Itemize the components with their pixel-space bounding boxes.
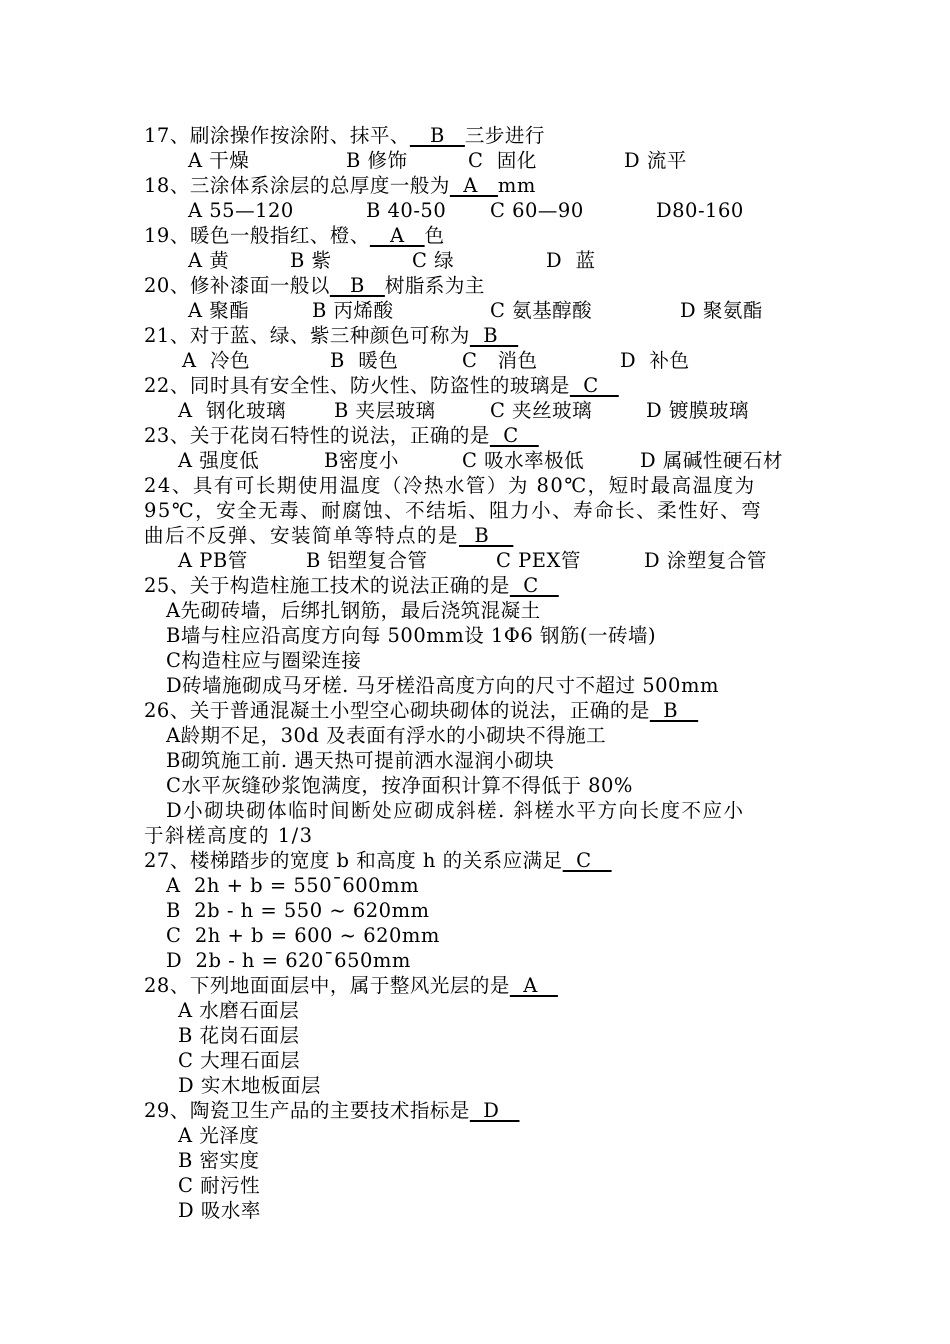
option: D砖墙施砌成马牙槎. 马牙槎沿高度方向的尺寸不超过 500mm — [166, 674, 719, 697]
question-stem: 具有可长期使用温度（冷热水管）为 80℃，短时最高温度为 — [192, 474, 756, 497]
option: D 补色 — [620, 349, 690, 372]
question-29 — [144, 1099, 519, 1123]
question-stem: 三涂体系涂层的总厚度一般为 — [189, 174, 450, 197]
option: B 暖色 — [330, 349, 399, 372]
option: A 聚酯 — [188, 299, 250, 322]
question-18 — [144, 174, 536, 198]
question-stem: 关于构造柱施工技术的说法正确的是 — [189, 574, 510, 597]
answer-blank: B — [459, 524, 514, 547]
question-25 — [144, 574, 559, 598]
answer-blank: A — [449, 174, 498, 197]
option: C 2h + b = 600 ~ 620mm — [166, 924, 440, 947]
question-number: 26、 — [144, 699, 190, 722]
question-26 — [144, 699, 698, 723]
option: C 耐污性 — [178, 1174, 261, 1197]
question-number: 21、 — [144, 324, 190, 347]
option: C 氨基醇酸 — [490, 299, 593, 322]
answer-blank: D — [469, 1099, 520, 1122]
option: C水平灰缝砂浆饱满度，按净面积计算不得低于 80% — [166, 774, 633, 797]
answer-blank: B — [469, 324, 519, 347]
option: A PB管 — [178, 549, 248, 572]
option: B 修饰 — [346, 149, 408, 172]
question-stem: 陶瓷卫生产品的主要技术指标是 — [189, 1099, 470, 1122]
question-24-line-2: 95℃，安全无毒、耐腐蚀、不结垢、阻力小、寿命长、柔性好、弯 — [144, 499, 763, 522]
question-19 — [144, 224, 445, 248]
question-number: 24、 — [144, 474, 193, 497]
question-number: 17、 — [144, 124, 190, 147]
option: B砌筑施工前. 遇天热可提前洒水湿润小砌块 — [166, 749, 555, 772]
option: D 涂塑复合管 — [644, 549, 767, 572]
option: D 实木地板面层 — [178, 1074, 321, 1097]
option: C 绿 — [412, 249, 455, 272]
option: A 水磨石面层 — [178, 999, 300, 1022]
option: A 干燥 — [188, 149, 250, 172]
question-stem: 对于蓝、绿、紫三种颜色可称为 — [189, 324, 470, 347]
question-stem: 楼梯踏步的宽度 b 和高度 h 的关系应满足 — [189, 849, 563, 872]
option: A先砌砖墙，后绑扎钢筋，最后浇筑混凝土 — [166, 599, 541, 622]
question-number: 22、 — [144, 374, 190, 397]
answer-blank: C — [509, 574, 559, 597]
option: C 60—90 — [490, 199, 584, 222]
question-stem: 刷涂操作按涂附、抹平、 — [189, 124, 410, 147]
answer-blank: B — [649, 699, 699, 722]
answer-blank: A — [509, 974, 558, 997]
option: A 钢化玻璃 — [178, 399, 286, 422]
question-24-line-3 — [144, 524, 513, 548]
question-stem: 下列地面面层中，属于整风光层的是 — [189, 974, 510, 997]
question-27 — [144, 849, 612, 873]
question-28 — [144, 974, 558, 998]
question-21 — [144, 324, 518, 348]
option: B 紫 — [290, 249, 332, 272]
option: D 蓝 — [546, 249, 596, 272]
option: D80-160 — [656, 199, 744, 222]
option: A 强度低 — [178, 449, 260, 472]
option: C 吸水率极低 — [462, 449, 585, 472]
option: B 夹层玻璃 — [334, 399, 436, 422]
question-stem: 暖色一般指红、橙、 — [189, 224, 370, 247]
option: A龄期不足，30d 及表面有浮水的小砌块不得施工 — [166, 724, 607, 747]
option-continuation: 于斜槎高度的 1/3 — [144, 824, 314, 847]
option: C 固化 — [468, 149, 537, 172]
option: B 密实度 — [178, 1149, 260, 1172]
option: A 冷色 — [182, 349, 250, 372]
option: D 聚氨酯 — [680, 299, 763, 322]
answer-blank: C — [489, 424, 539, 447]
option: B 2b - h = 550 ~ 620mm — [166, 899, 430, 922]
question-number: 23、 — [144, 424, 190, 447]
answer-blank: B — [329, 274, 385, 297]
question-number: 19、 — [144, 224, 190, 247]
question-stem-after: mm — [497, 174, 536, 197]
question-22 — [144, 374, 619, 398]
option: D小砌块砌体临时间断处应砌成斜槎. 斜槎水平方向长度不应小 — [166, 799, 745, 822]
question-stem-after: 三步进行 — [464, 124, 545, 147]
question-stem: 关于花岗石特性的说法，正确的是 — [189, 424, 490, 447]
option: B墙与柱应沿高度方向每 500mm设 1Φ6 钢筋(一砖墙) — [166, 624, 657, 647]
question-20 — [144, 274, 485, 298]
question-number: 18、 — [144, 174, 190, 197]
option: D 2b - h = 620¯650mm — [166, 949, 411, 972]
question-stem-after: 树脂系为主 — [384, 274, 485, 297]
question-stem-after: 色 — [424, 224, 445, 247]
option: A 2h + b = 550¯600mm — [166, 874, 420, 897]
question-number: 27、 — [144, 849, 190, 872]
option: A 55—120 — [188, 199, 294, 222]
question-number: 29、 — [144, 1099, 190, 1122]
question-24 — [144, 474, 756, 498]
option: D 属碱性硬石材 — [640, 449, 783, 472]
question-number: 25、 — [144, 574, 190, 597]
option: D 镀膜玻璃 — [646, 399, 749, 422]
option: C构造柱应与圈梁连接 — [166, 649, 362, 672]
option: B 铝塑复合管 — [306, 549, 428, 572]
option: C PEX管 — [496, 549, 581, 572]
option: B 丙烯酸 — [312, 299, 394, 322]
question-number: 28、 — [144, 974, 190, 997]
option: D 吸水率 — [178, 1199, 261, 1222]
answer-blank: C — [562, 849, 612, 872]
option: C 夹丝玻璃 — [490, 399, 593, 422]
option: B密度小 — [324, 449, 399, 472]
option: B 40-50 — [366, 199, 447, 222]
option: A 光泽度 — [178, 1124, 260, 1147]
question-stem: 同时具有安全性、防火性、防盗性的玻璃是 — [189, 374, 570, 397]
question-stem: 曲后不反弹、安装简单等特点的是 — [144, 524, 460, 547]
question-number: 20、 — [144, 274, 190, 297]
option: B 花岗石面层 — [178, 1024, 300, 1047]
answer-blank: A — [369, 224, 425, 247]
option: C 大理石面层 — [178, 1049, 301, 1072]
question-stem: 修补漆面一般以 — [189, 274, 330, 297]
answer-blank: B — [409, 124, 465, 147]
option: C 消色 — [462, 349, 538, 372]
question-23 — [144, 424, 539, 448]
question-17 — [144, 124, 545, 148]
question-stem: 关于普通混凝土小型空心砌块砌体的说法，正确的是 — [189, 699, 650, 722]
option: D 流平 — [624, 149, 687, 172]
answer-blank: C — [569, 374, 619, 397]
option: A 黄 — [188, 249, 230, 272]
